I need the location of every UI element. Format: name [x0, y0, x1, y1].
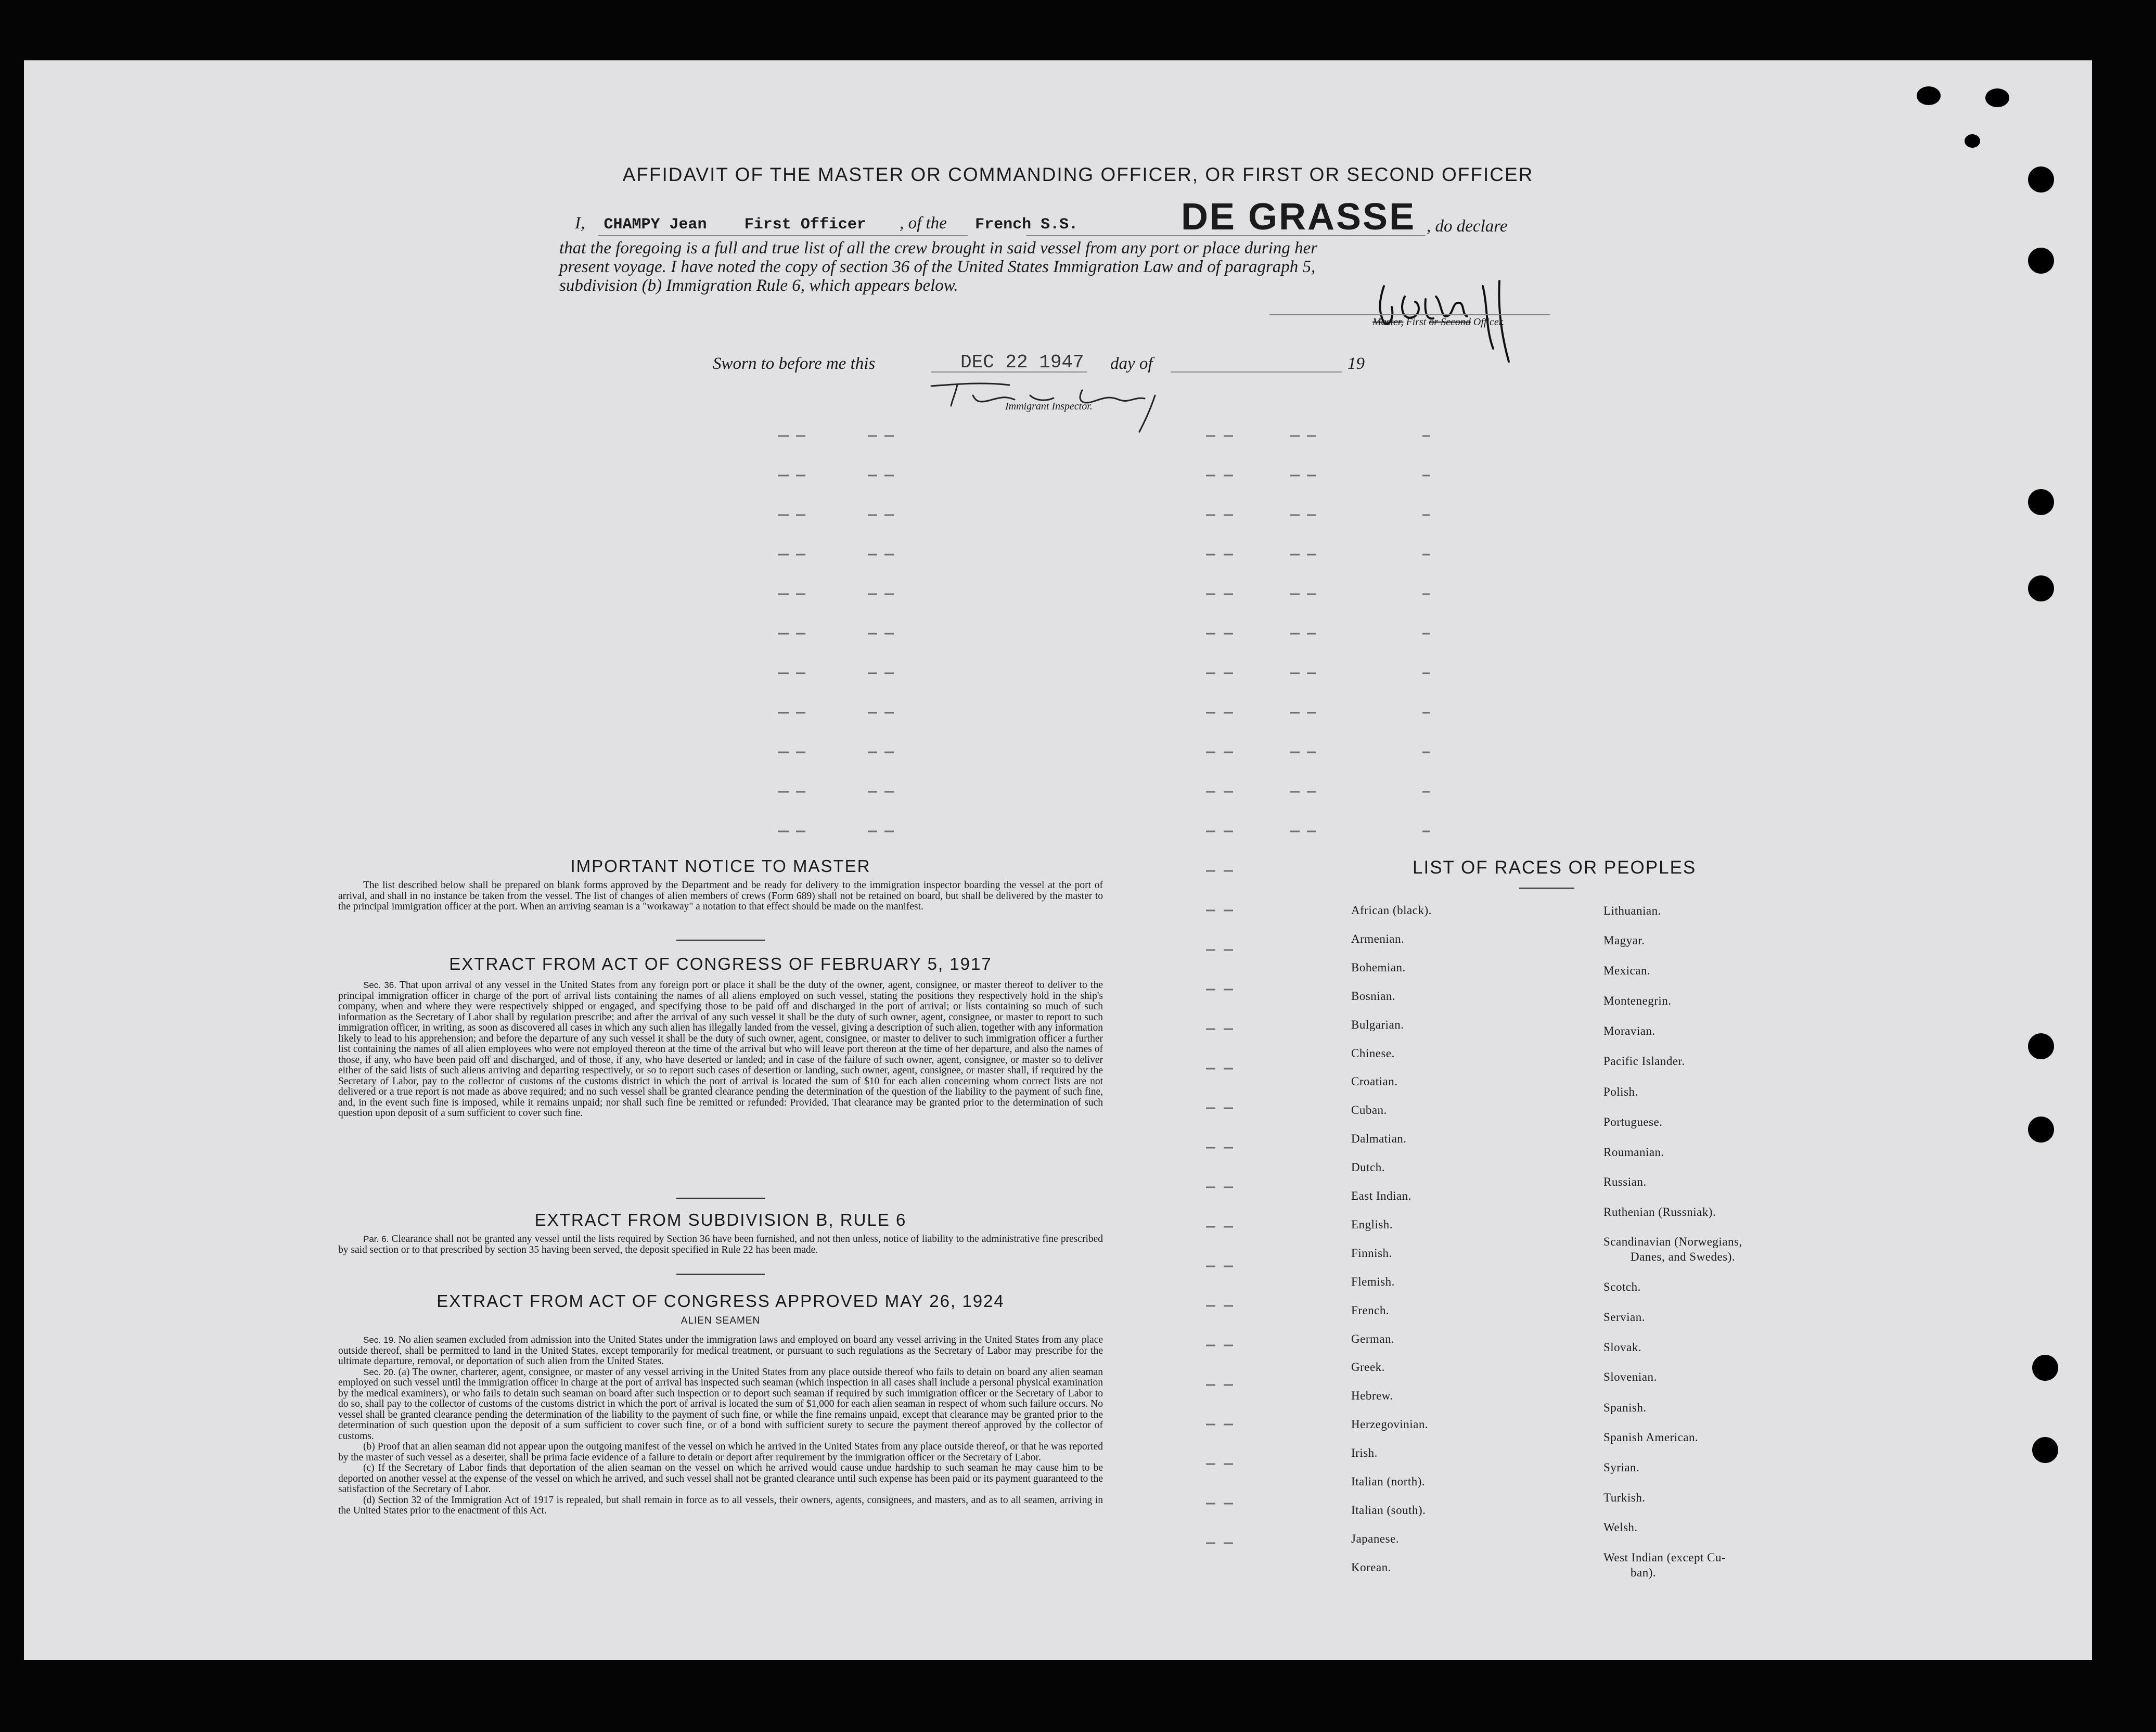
race-item: Scotch.	[1603, 1280, 1641, 1293]
race-item: Greek.	[1351, 1361, 1385, 1374]
grid-col-3	[1206, 436, 1233, 1543]
sig-master-label: Master,	[1372, 316, 1404, 328]
race-item: Mexican.	[1603, 964, 1651, 977]
race-item: Croatian.	[1351, 1075, 1398, 1088]
grid-col-4	[1290, 436, 1316, 831]
inspector-label: Immigrant Inspector.	[1005, 401, 1093, 412]
race-item: Polish.	[1603, 1085, 1638, 1098]
race-item: Slovak.	[1603, 1341, 1642, 1354]
race-item: ban).	[1631, 1566, 1657, 1579]
race-item: Flemish.	[1351, 1275, 1395, 1288]
declaration-line-2: that the foregoing is a full and true list of all the crew brought in said vessel from any port or place during her	[559, 239, 1318, 258]
race-item: Moravian.	[1603, 1024, 1656, 1037]
grid-col-1	[778, 436, 805, 831]
notice-text	[338, 880, 1103, 913]
sworn-text: Sworn to before me this	[713, 354, 876, 373]
race-item: Japanese.	[1351, 1532, 1399, 1545]
race-item: Russian.	[1603, 1175, 1647, 1188]
race-item: Turkish.	[1603, 1491, 1646, 1504]
race-item: Welsh.	[1603, 1521, 1638, 1534]
declaration-line-3: present voyage. I have noted the copy of section 36 of the United States Immigration Law and of paragraph 5,	[559, 258, 1316, 276]
act-1924-title: EXTRACT FROM ACT OF CONGRESS APPROVED MAY 26, 1924	[437, 1291, 1005, 1311]
race-item: Italian (south).	[1351, 1503, 1426, 1517]
race-item: Pacific Islander.	[1603, 1055, 1685, 1068]
affidavit-title: AFFIDAVIT OF THE MASTER OR COMMANDING OFFICER, OR FIRST OR SECOND OFFICER	[622, 164, 1534, 185]
sig-first-label: First	[1406, 316, 1427, 328]
sig-officer-label: Officer.	[1473, 316, 1505, 328]
act-1917-text	[338, 980, 1103, 1119]
race-item: Hebrew.	[1351, 1389, 1393, 1403]
race-item: Finnish.	[1351, 1246, 1392, 1260]
race-item: Scandinavian (Norwegians,	[1603, 1235, 1742, 1248]
declaration-prefix: I,	[575, 214, 585, 233]
race-item: Spanish.	[1603, 1401, 1647, 1414]
act-1924-subtitle: ALIEN SEAMEN	[681, 1315, 761, 1326]
race-item: African (black).	[1351, 904, 1432, 917]
races-title-rule	[1519, 888, 1574, 889]
grid-col-2	[868, 436, 894, 831]
notice-paragraph: The list described below shall be prepared on blank forms approved by the Department and be ready for delivery to the immigration inspector boarding the vessel at the port of arrival, and shall in no instance be taken from the vessel. The list of changes of alien members of crews (Form 689) shall not be retained on board, but shall be delivered by the master to the principal immigration officer at the port. When an arriving seaman is a "workaway" a notation to that effect should be made on the manifest.	[338, 880, 1103, 912]
race-item: West Indian (except Cu-	[1603, 1551, 1726, 1564]
race-item: Dalmatian.	[1351, 1132, 1407, 1146]
act-1924-sec20b-text: (b) Proof that an alien seaman did not appear upon the outgoing manifest of the vessel on which he arrived in the United States from any place outside thereof, or that he was reported by the master of such vessel as a deserter, shall be prima facie evidence of a failure to detain or deport after requirement by the immigration officer or the Secretary of Labor.	[338, 1441, 1103, 1463]
race-item: Armenian.	[1351, 932, 1405, 945]
act-1924-sec20a-text: (a) The owner, charterer, agent, consignee, or master of any vessel arriving in the United States from any place outside thereof who fails to detain on board any alien seaman employed on such vessel until the immigration officer in charge at the port of arrival has inspected such seaman (which inspection in all cases shall include a personal physical examination by the medical examiners), or who fails to detain such seaman on board after such inspection or to deport such seaman if required by such immigration officer or the Secretary of Labor to do so, shall pay to the collector of customs of the customs district in which the port of arrival is located the sum of $1,000 for each alien seaman in respect of whom such failure occurs. No vessel shall be granted clearance pending the determination of the liability to the payment of such fine, or while the fine remains unpaid, except that clearance may be granted prior to the determination of such question upon the deposit of a sum sufficient to cover such fine, or of a bond with sufficient surety to secure the payment thereof approved by the collector of customs.	[338, 1366, 1103, 1442]
vessel-name: DE GRASSE	[1181, 196, 1416, 238]
act-1917-title: EXTRACT FROM ACT OF CONGRESS OF FEBRUARY 5, 1917	[449, 954, 992, 973]
race-item: Slovenian.	[1603, 1370, 1657, 1383]
rule-6-title: EXTRACT FROM SUBDIVISION B, RULE 6	[534, 1210, 907, 1229]
declaration-line-4: subdivision (b) Immigration Rule 6, which appears below.	[559, 276, 958, 295]
race-item: Portuguese.	[1603, 1115, 1663, 1128]
act-1917-section: Sec. 36.	[363, 980, 396, 990]
race-item: East Indian.	[1351, 1189, 1411, 1202]
act-1924-sec19: Sec. 19.	[363, 1335, 396, 1345]
race-item: Spanish American.	[1603, 1431, 1699, 1444]
of-the-text: , of the	[900, 214, 947, 233]
rule-6-rule	[676, 1274, 765, 1275]
officer-name: CHAMPY Jean	[604, 216, 707, 234]
race-item: Danes, and Swedes).	[1631, 1250, 1736, 1263]
race-item: Montenegrin.	[1603, 994, 1672, 1007]
race-item: Herzegovinian.	[1351, 1418, 1429, 1431]
act-1924-sec20d-text: (d) Section 32 of the Immigration Act of 1917 is repealed, but shall remain in force as to all vessels, their owners, agents, consignees, and masters, and as to all seamen, arriving in the United States prior to the enactment of this Act.	[338, 1494, 1103, 1516]
day-of-text: day of	[1110, 354, 1153, 373]
act-1924-sec20: Sec. 20.	[363, 1367, 396, 1377]
race-item: Magyar.	[1603, 934, 1645, 947]
race-item: Servian.	[1603, 1311, 1646, 1324]
race-item: Irish.	[1351, 1446, 1378, 1460]
race-item: English.	[1351, 1217, 1393, 1231]
race-item: Roumanian.	[1603, 1146, 1664, 1159]
rule-6-paragraph: Clearance shall not be granted any vessel until the lists required by Section 36 have been furnished, and not then unless, notice of liability to the administrative fine prescribed by said section or to that prescribed by section 35 having been served, the deposit specified in Rule 22 has been made.	[338, 1234, 1103, 1255]
race-item: Lithuanian.	[1603, 904, 1661, 917]
vessel-nationality: French S.S.	[975, 216, 1079, 234]
act-1917-paragraph: That upon arrival of any vessel in the United States from any foreign port or place it shall be the duty of the owner, agent, consignee, or master thereof to deliver to the principal immigration officer in charge of the port of arrival lists containing the names of all aliens employed on such vessel, stating the positions they respectively hold in the ship's company, when and where they were respectively shipped or engaged, and specifying those to be paid off and discharged in the port of arrival; or lists containing so much of such information as the Secretary of Labor shall by regulation prescribe; and after the arrival of any such vessel it shall be the duty of such owner, agent, consignee, or master to report to such immigration officer, in writing, as soon as discovered all cases in which any such alien has illegally landed from the vessel, giving a description of such alien, together with any information likely to lead to his apprehension; and before the departure of any such vessel it shall be the duty of such owner, agent, consignee, or master to deliver to such immigration officer a further list containing the names of all alien employees who were not employed thereon at the time of the arrival but who will leave port thereon at the time of her departure, and also the names of those, if any, who have been paid off and discharged, and of those, if any, who have deserted or landed; and in case of the failure of such owner, agent, consignee, or master so to deliver either of the said lists of such aliens arriving and departing respectively, or so to report such cases of desertion or landing, such owner, agent, consignee, or master shall, if required by the Secretary of Labor, pay to the collector of customs of the customs district in which the port of arrival is located the sum of $10 for each alien concerning whom correct lists are not delivered or a true report is not made as above required; and no such vessel shall be granted clearance pending the determination of the question of the liability to the payment of such fine, and, in the event such fine is imposed, while it remains unpaid; nor shall such fine be remitted or refunded: Provided, That clearance may be granted prior to the determination of such question upon deposit of a sum sufficient to cover such fine.	[338, 980, 1103, 1119]
act-1924-text	[338, 1335, 1103, 1517]
race-item: Bosnian.	[1351, 989, 1396, 1003]
race-item: Chinese.	[1351, 1046, 1395, 1060]
notice-rule	[676, 940, 765, 941]
race-item: Syrian.	[1603, 1461, 1640, 1474]
sig-second-label: or Second	[1429, 316, 1471, 328]
rule-6-text	[338, 1234, 1103, 1255]
sworn-date-stamp: DEC 22 1947	[960, 352, 1084, 373]
year-prefix: 19	[1348, 354, 1365, 373]
act-1924-sec19-text: No alien seamen excluded from admission into the United States under the immigration laws and employed on board any vessel arriving in the United States from any place outside thereof, shall be permitted to land in the United States, except temporarily for medical treatment, or pursuant to such regulations as the Secretary of Labor may prescribe for the ultimate departure, removal, or deportation of such alien from the United States.	[338, 1335, 1103, 1367]
act-1924-sec20c-text: (c) If the Secretary of Labor finds that deportation of the alien seaman on the vessel on which he arrived would cause undue hardship to such seaman he may cause him to be deported on another vessel at the expense of the vessel on which he arrived, and such vessel shall not be granted clearance until such expense has been paid or its payment guaranteed to the satisfaction of the Secretary of Labor.	[338, 1462, 1103, 1495]
race-item: Bulgarian.	[1351, 1018, 1404, 1031]
race-item: Italian (north).	[1351, 1475, 1426, 1488]
race-item: Korean.	[1351, 1560, 1391, 1574]
races-title: LIST OF RACES OR PEOPLES	[1413, 857, 1697, 878]
grid-col-5	[1422, 436, 1430, 831]
rule-6-par: Par. 6.	[363, 1234, 389, 1244]
do-declare-text: , do declare	[1427, 217, 1508, 236]
race-item: French.	[1351, 1303, 1390, 1317]
race-item: Ruthenian (Russniak).	[1603, 1205, 1716, 1218]
officer-rank: First Officer	[744, 216, 866, 234]
race-item: Bohemian.	[1351, 960, 1406, 974]
race-item: German.	[1351, 1332, 1395, 1345]
act-1917-rule	[676, 1198, 765, 1199]
notice-title: IMPORTANT NOTICE TO MASTER	[570, 856, 871, 876]
race-item: Cuban.	[1351, 1104, 1387, 1117]
race-item: Dutch.	[1351, 1161, 1385, 1174]
